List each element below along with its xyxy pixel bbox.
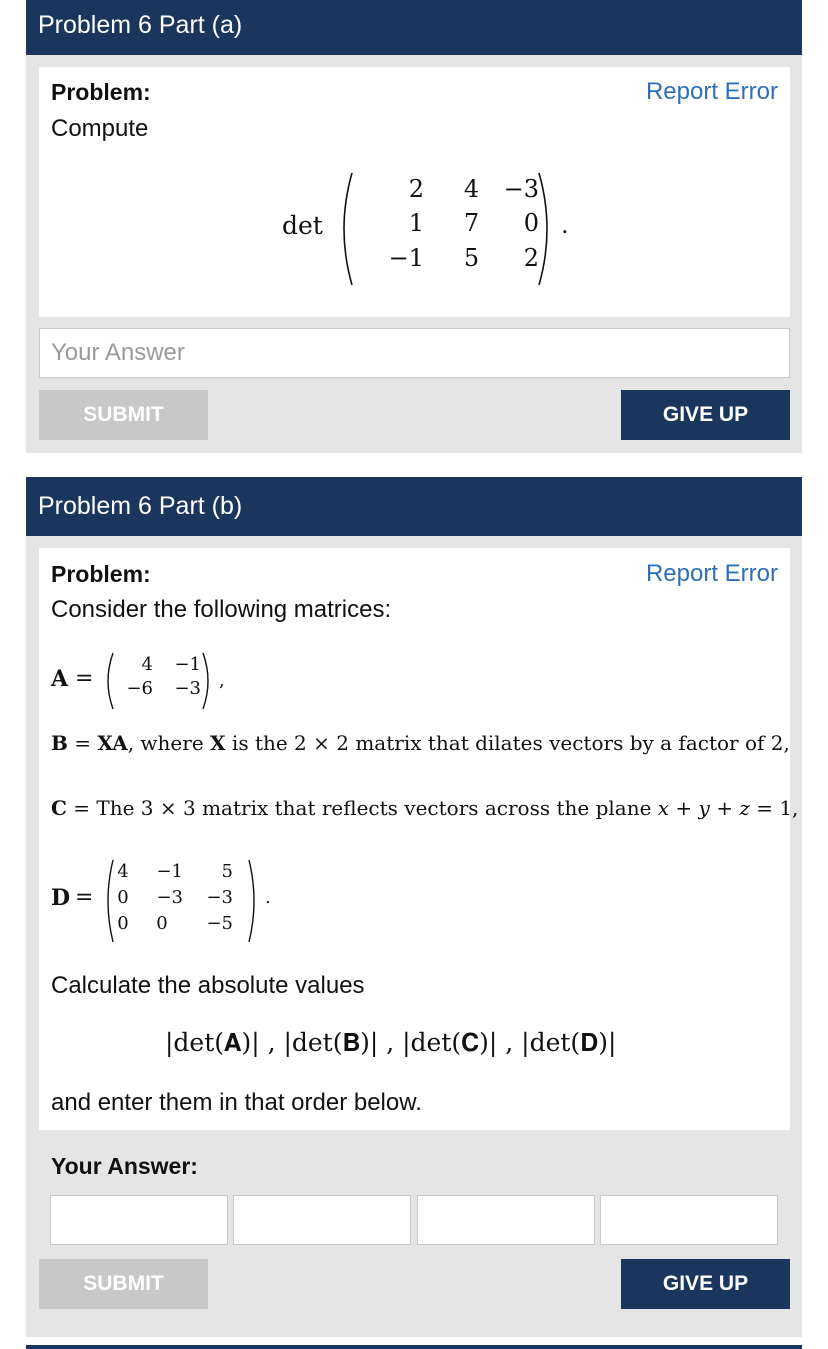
matrix-d-label: D [51,885,71,911]
problem-card-part-b [26,477,802,1337]
report-error-link[interactable]: Report Error [645,78,778,105]
matrix-cell: 0 [117,887,129,908]
matrix-cell: 5 [221,861,233,882]
matrix-cell: 0 [156,913,168,934]
submit-button[interactable]: SUBMIT [39,390,208,440]
answer-box-1[interactable] [50,1195,228,1245]
answer-box-4[interactable] [600,1195,778,1245]
part-a-problem-panel [39,67,790,317]
comma: , [219,670,225,691]
answer-input[interactable] [39,328,790,378]
matrix-cell: −1 [156,861,183,882]
b-text: is the 2 × 2 matrix that dilates vectors by a factor of 2, [225,731,790,755]
matrix-c-label: C [51,796,67,820]
matrix-cell: −3 [503,175,539,203]
det-operator: det [282,211,323,240]
give-up-button[interactable]: GIVE UP [621,390,790,440]
matrix-cell: 4 [463,175,480,203]
right-paren-icon [537,171,557,287]
xa-product: XA [97,731,128,755]
left-paren-icon [334,171,354,287]
report-error-link[interactable]: Report Error [645,560,778,587]
prompt-text: Compute [51,115,149,142]
matrix-cell: 1 [408,209,424,237]
matrix-cell: 0 [523,209,539,237]
next-card-top-edge [26,1345,802,1349]
matrix-cell: −6 [126,678,153,699]
matrix-cell: 2 [523,244,539,272]
matrix-a-label: A [51,666,69,692]
equals-sign: = [75,666,94,691]
matrix-cell: −3 [206,887,233,908]
end-period: . [561,211,569,239]
matrix-cell: 4 [141,654,153,675]
matrix-d-definition [51,855,311,945]
problem-label: Problem: [51,561,151,587]
prompt-text: Consider the following matrices: [51,596,392,623]
matrix-cell: 0 [117,913,129,934]
enter-text: and enter them in that order below. [51,1089,422,1116]
answer-box-3[interactable] [417,1195,595,1245]
matrix-a-definition [51,648,271,718]
matrix-cell: 2 [408,175,424,203]
part-a-header: Problem 6 Part (a) [26,0,802,55]
abs-det-expression: |det(𝐀)| , |det(𝐁)| , |det(𝐂)| , |det(𝐃)| [165,1028,617,1057]
matrix-d-grid [113,861,263,941]
matrix-x-label: X [210,731,226,755]
calc-text: Calculate the absolute values [51,972,365,999]
equals-sign: = [75,885,94,910]
matrix-cell: −1 [388,244,424,272]
problem-label: Problem: [51,79,151,105]
matrix-cell: −3 [174,678,201,699]
matrix-cell: −1 [174,654,201,675]
c-text: = The 3 × 3 matrix that reflects vectors across the plane 𝑥 + 𝑦 + 𝑧 = 1, [66,796,799,820]
part-b-header: Problem 6 Part (b) [26,477,802,536]
answer-box-2[interactable] [233,1195,411,1245]
determinant-expression [279,167,579,287]
your-answer-label: Your Answer: [51,1153,198,1179]
end-period: . [265,887,271,908]
give-up-button[interactable]: GIVE UP [621,1259,790,1309]
matrix-cell: 7 [463,209,480,237]
matrix-cell: 5 [463,244,480,272]
submit-button[interactable]: SUBMIT [39,1259,208,1309]
matrix-b-label: B [51,731,68,755]
matrix-b-definition [51,731,790,755]
matrix-cell: −3 [156,887,183,908]
problem-card-part-a [26,0,802,453]
matrix-cell: −5 [206,913,233,934]
matrix-cell: 4 [117,861,129,882]
right-paren-icon [247,859,261,943]
b-text: , where [127,731,211,755]
part-b-problem-panel [39,548,799,1130]
equals-sign: = [67,731,98,755]
matrix-c-definition [51,796,798,820]
right-paren-icon [201,652,215,710]
matrix-a-grid [113,654,213,710]
matrix-grid [354,175,539,280]
